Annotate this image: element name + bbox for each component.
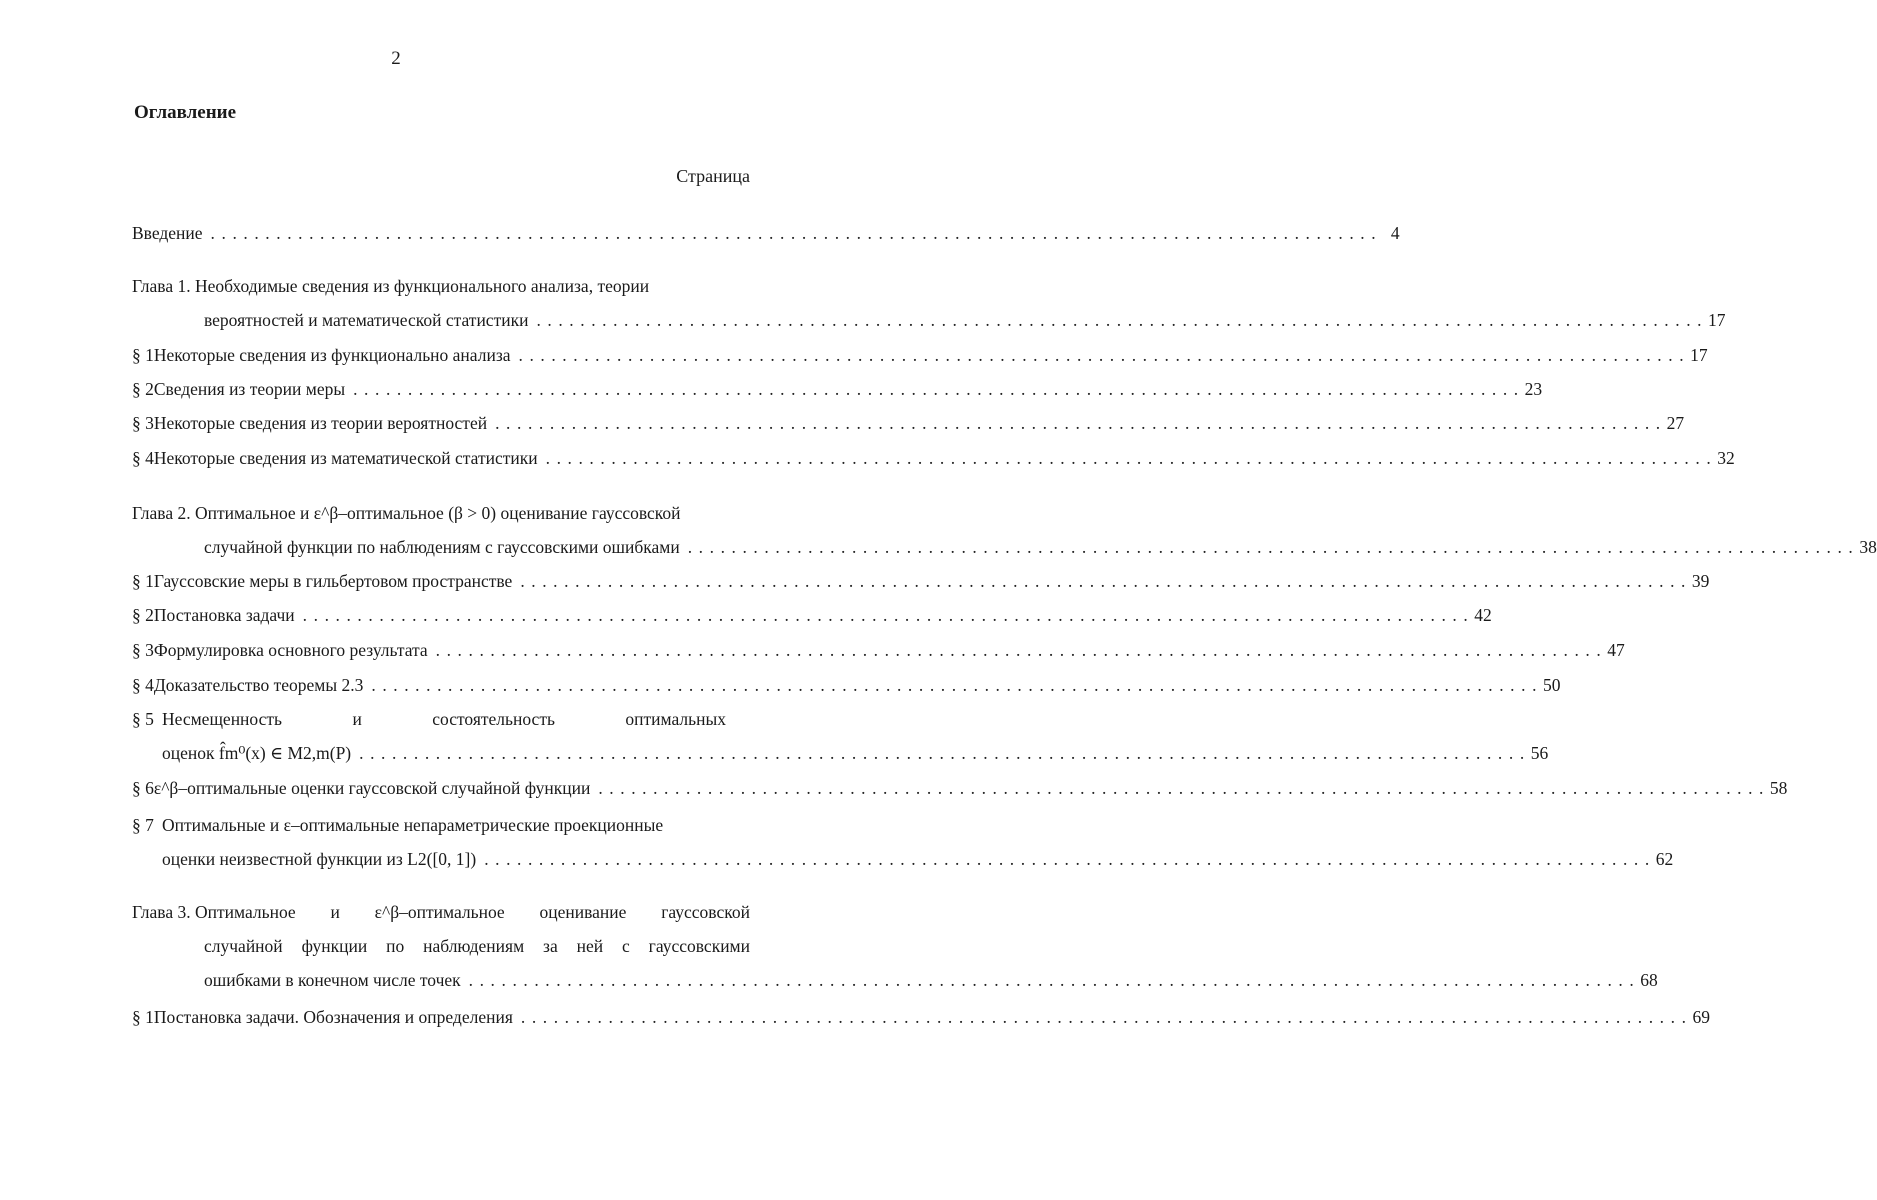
leader-dots xyxy=(688,530,1853,564)
section-number: § 3 xyxy=(132,640,154,660)
chapter-title-word: с xyxy=(622,936,630,956)
section-title: Оптимальные и ε–оптимальные непараметрические проекционные xyxy=(162,815,664,835)
entry-page: 23 xyxy=(1524,379,1543,399)
leader-dots xyxy=(521,1000,1686,1034)
chapter-title-word: и xyxy=(330,902,340,922)
section-title-line-2: оценки неизвестной функции из L2([0, 1]) xyxy=(162,849,477,869)
chapter-title-word: наблюдениям xyxy=(423,936,525,956)
toc-entry-ch1-sec-2[interactable] xyxy=(132,372,1543,406)
toc-entry-ch3-sec-1[interactable] xyxy=(132,1000,1710,1034)
leader-dots xyxy=(495,406,1660,440)
section-title: Некоторые сведения из математической статистики xyxy=(153,448,538,468)
chapter-title-word: по xyxy=(386,936,405,956)
toc-title: Оглавление xyxy=(134,102,237,123)
leader-dots xyxy=(598,771,1763,805)
chapter-title-line-2: случайной функции по наблюдениям с гауссовскими ошибками xyxy=(204,537,680,557)
section-title-word: состоятельность xyxy=(432,709,555,729)
page-column-header: Страница xyxy=(676,166,750,186)
entry-page: 47 xyxy=(1607,640,1625,660)
toc-entry-ch2-sec-6[interactable] xyxy=(132,771,1788,805)
leader-dots xyxy=(546,441,1711,475)
section-number: § 1 xyxy=(132,1007,154,1027)
entry-page: 62 xyxy=(1655,849,1674,869)
leader-dots xyxy=(353,372,1518,406)
section-number: § 5 xyxy=(132,709,154,729)
entry-page: 42 xyxy=(1474,605,1492,625)
leader-dots xyxy=(484,842,1649,876)
toc-entry-ch2-sec-4[interactable] xyxy=(132,668,1561,702)
chapter-title-word: функции xyxy=(301,936,368,956)
entry-title: Введение xyxy=(132,223,203,243)
section-title-word: и xyxy=(352,709,362,729)
leader-dots xyxy=(520,564,1685,598)
toc-entry-ch2-sec-3[interactable] xyxy=(132,633,1625,667)
section-number: § 3 xyxy=(132,413,154,433)
section-title: Сведения из теории меры xyxy=(153,379,346,399)
entry-page: 39 xyxy=(1691,571,1710,591)
entry-page: 17 xyxy=(1690,345,1708,365)
page-number: 2 xyxy=(391,48,401,69)
section-title-word: Несмещенность xyxy=(162,709,283,729)
entry-page: 56 xyxy=(1530,743,1549,763)
section-number: § 1 xyxy=(132,571,154,591)
chapter-title-line-3: ошибками в конечном числе точек xyxy=(204,970,461,990)
section-title-line-2: оценок f̂m⁰(x) ∈ M2,m(P) xyxy=(162,743,352,763)
leader-dots xyxy=(371,668,1536,702)
toc-entry-intro[interactable] xyxy=(132,216,1400,250)
section-number: § 6 xyxy=(132,778,154,798)
entry-page: 69 xyxy=(1692,1007,1710,1027)
entry-page: 17 xyxy=(1708,310,1726,330)
section-title: Доказательство теоремы 2.3 xyxy=(153,675,364,695)
toc-entry-chapter-3[interactable] xyxy=(132,895,1658,997)
section-number: § 4 xyxy=(132,448,154,468)
entry-page: 27 xyxy=(1666,413,1685,433)
section-title: Некоторые сведения из теории вероятностей xyxy=(153,413,488,433)
toc-entry-chapter-1[interactable] xyxy=(132,269,1726,337)
section-title-word: оптимальных xyxy=(625,709,726,729)
section-title: Гауссовские меры в гильбертовом пространстве xyxy=(153,571,513,591)
section-title: Постановка задачи. Обозначения и определения xyxy=(153,1007,513,1027)
leader-dots xyxy=(536,303,1701,337)
entry-page: 32 xyxy=(1717,448,1735,468)
section-number: § 2 xyxy=(132,605,154,625)
chapter-title-word: ней xyxy=(576,936,604,956)
toc-entry-ch2-sec-2[interactable] xyxy=(132,598,1492,632)
chapter-title-word: случайной xyxy=(204,936,283,956)
leader-dots xyxy=(469,963,1634,997)
toc-entry-ch1-sec-4[interactable] xyxy=(132,441,1735,475)
toc-entry-ch1-sec-1[interactable] xyxy=(132,338,1708,372)
section-number: § 1 xyxy=(132,345,154,365)
section-title: Некоторые сведения из функционально анализа xyxy=(153,345,511,365)
toc-entry-chapter-2[interactable] xyxy=(132,496,1877,564)
leader-dots xyxy=(436,633,1601,667)
chapter-title-word: ε^β–оптимальное xyxy=(374,902,505,922)
entry-page: 38 xyxy=(1859,537,1877,557)
chapter-title-word: Глава 3. Оптимальное xyxy=(132,902,296,922)
entry-page: 4 xyxy=(1390,223,1400,243)
section-number: § 2 xyxy=(132,379,154,399)
chapter-title-line-1: Глава 1. Необходимые сведения из функционального анализа, теории xyxy=(132,276,650,296)
section-title: ε^β–оптимальные оценки гауссовской случайной функции xyxy=(153,778,591,798)
entry-page: 58 xyxy=(1769,778,1788,798)
leader-dots xyxy=(359,736,1524,770)
chapter-title-word: за xyxy=(543,936,558,956)
section-number: § 4 xyxy=(132,675,154,695)
chapter-title-word: гауссовской xyxy=(661,902,750,922)
toc-entry-ch2-sec-7[interactable] xyxy=(132,808,1674,876)
chapter-title-word: гауссовскими xyxy=(648,936,750,956)
toc-entry-ch2-sec-1[interactable] xyxy=(132,564,1710,598)
entry-page: 68 xyxy=(1640,970,1658,990)
leader-dots xyxy=(211,216,1376,250)
chapter-title-word: оценивание xyxy=(539,902,627,922)
section-title: Формулировка основного результата xyxy=(153,640,428,660)
toc-entry-ch1-sec-3[interactable] xyxy=(132,406,1685,440)
leader-dots xyxy=(303,598,1468,632)
toc-entry-ch2-sec-5[interactable] xyxy=(132,702,1549,770)
chapter-title-line-1: Глава 2. Оптимальное и ε^β–оптимальное (β > 0) оценивание гауссовской xyxy=(132,503,681,523)
section-number: § 7 xyxy=(132,815,154,835)
chapter-title-line-2: вероятностей и математической статистики xyxy=(204,310,529,330)
leader-dots xyxy=(519,338,1684,372)
section-title: Постановка задачи xyxy=(153,605,295,625)
entry-page: 50 xyxy=(1542,675,1561,695)
